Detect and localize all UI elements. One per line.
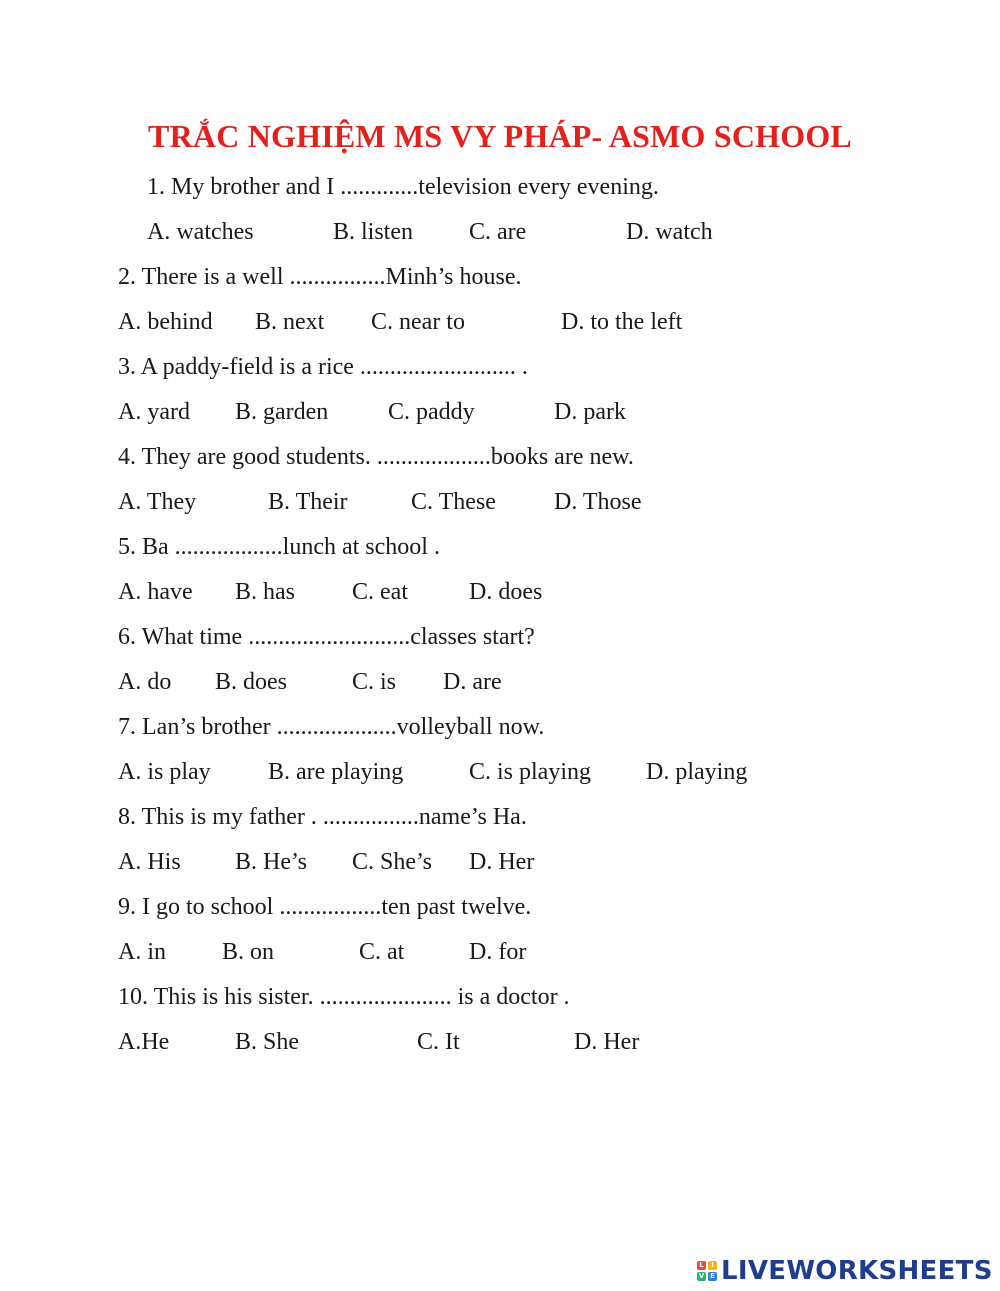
option-1b[interactable]: B. listen: [333, 219, 414, 245]
logo-text: LIVEWORKSHEETS: [721, 1256, 993, 1286]
option-9a[interactable]: A. in: [118, 939, 166, 965]
logo-block-v: V: [698, 1272, 705, 1280]
option-7c[interactable]: C. is playing: [469, 759, 592, 785]
option-10c[interactable]: C. It: [417, 1029, 460, 1055]
question-4: 4. They are good students. ...................books are new.: [118, 444, 634, 470]
liveworksheets-logo[interactable]: [697, 1255, 993, 1287]
option-5b[interactable]: B. has: [235, 579, 295, 605]
option-4d[interactable]: D. Those: [554, 489, 642, 515]
question-7: 7. Lan’s brother ....................volleyball now.: [118, 714, 545, 740]
question-6: 6. What time ...........................classes start?: [118, 624, 535, 650]
option-2d[interactable]: D. to the left: [561, 309, 683, 335]
option-3c[interactable]: C. paddy: [388, 399, 475, 425]
option-9b[interactable]: B. on: [222, 939, 275, 965]
option-2c[interactable]: C. near to: [371, 309, 465, 335]
option-5d[interactable]: D. does: [469, 579, 543, 605]
option-8b[interactable]: B. He’s: [235, 849, 307, 875]
option-1c[interactable]: C. are: [469, 219, 527, 245]
option-4b[interactable]: B. Their: [268, 489, 348, 515]
option-3b[interactable]: B. garden: [235, 399, 329, 425]
question-9: 9. I go to school .................ten past twelve.: [118, 894, 532, 920]
option-7b[interactable]: B. are playing: [268, 759, 404, 785]
question-8: 8. This is my father . ................name’s Ha.: [118, 804, 527, 830]
option-8d[interactable]: D. Her: [469, 849, 535, 875]
option-7d[interactable]: D. playing: [646, 759, 748, 785]
option-10a[interactable]: A.He: [118, 1029, 170, 1055]
option-6d[interactable]: D. are: [443, 669, 502, 695]
option-5c[interactable]: C. eat: [352, 579, 408, 605]
question-10: 10. This is his sister. ...................... is a doctor .: [118, 984, 570, 1010]
option-9d[interactable]: D. for: [469, 939, 527, 965]
option-8a[interactable]: A. His: [118, 849, 181, 875]
logo-block-i: I: [708, 1261, 717, 1270]
question-3: 3. A paddy-field is a rice .......................... .: [118, 354, 528, 380]
question-2: 2. There is a well ................Minh’s house.: [118, 264, 522, 290]
logo-block-e: E: [708, 1272, 717, 1281]
option-8c[interactable]: C. She’s: [352, 849, 433, 875]
option-1a[interactable]: A. watches: [147, 219, 254, 245]
option-6a[interactable]: A. do: [118, 669, 172, 695]
option-1d[interactable]: D. watch: [626, 219, 713, 245]
question-1: 1. My brother and I .............television every evening.: [147, 174, 659, 200]
option-6c[interactable]: C. is: [352, 669, 397, 695]
option-6b[interactable]: B. does: [215, 669, 287, 695]
logo-blocks-icon: [697, 1261, 717, 1281]
question-5: 5. Ba ..................lunch at school .: [118, 534, 440, 560]
option-9c[interactable]: C. at: [359, 939, 405, 965]
option-2a[interactable]: A. behind: [118, 309, 213, 335]
option-7a[interactable]: A. is play: [118, 759, 211, 785]
option-4c[interactable]: C. These: [411, 489, 496, 515]
logo-block-l: L: [697, 1261, 706, 1270]
option-10d[interactable]: D. Her: [574, 1029, 640, 1055]
option-10b[interactable]: B. She: [235, 1029, 300, 1055]
option-5a[interactable]: A. have: [118, 579, 193, 605]
option-3a[interactable]: A. yard: [118, 399, 190, 425]
option-2b[interactable]: B. next: [255, 309, 325, 335]
option-4a[interactable]: A. They: [118, 489, 197, 515]
option-3d[interactable]: D. park: [554, 399, 626, 425]
worksheet-title: TRẮC NGHIỆM MS VY PHÁP- ASMO SCHOOL: [148, 118, 852, 154]
